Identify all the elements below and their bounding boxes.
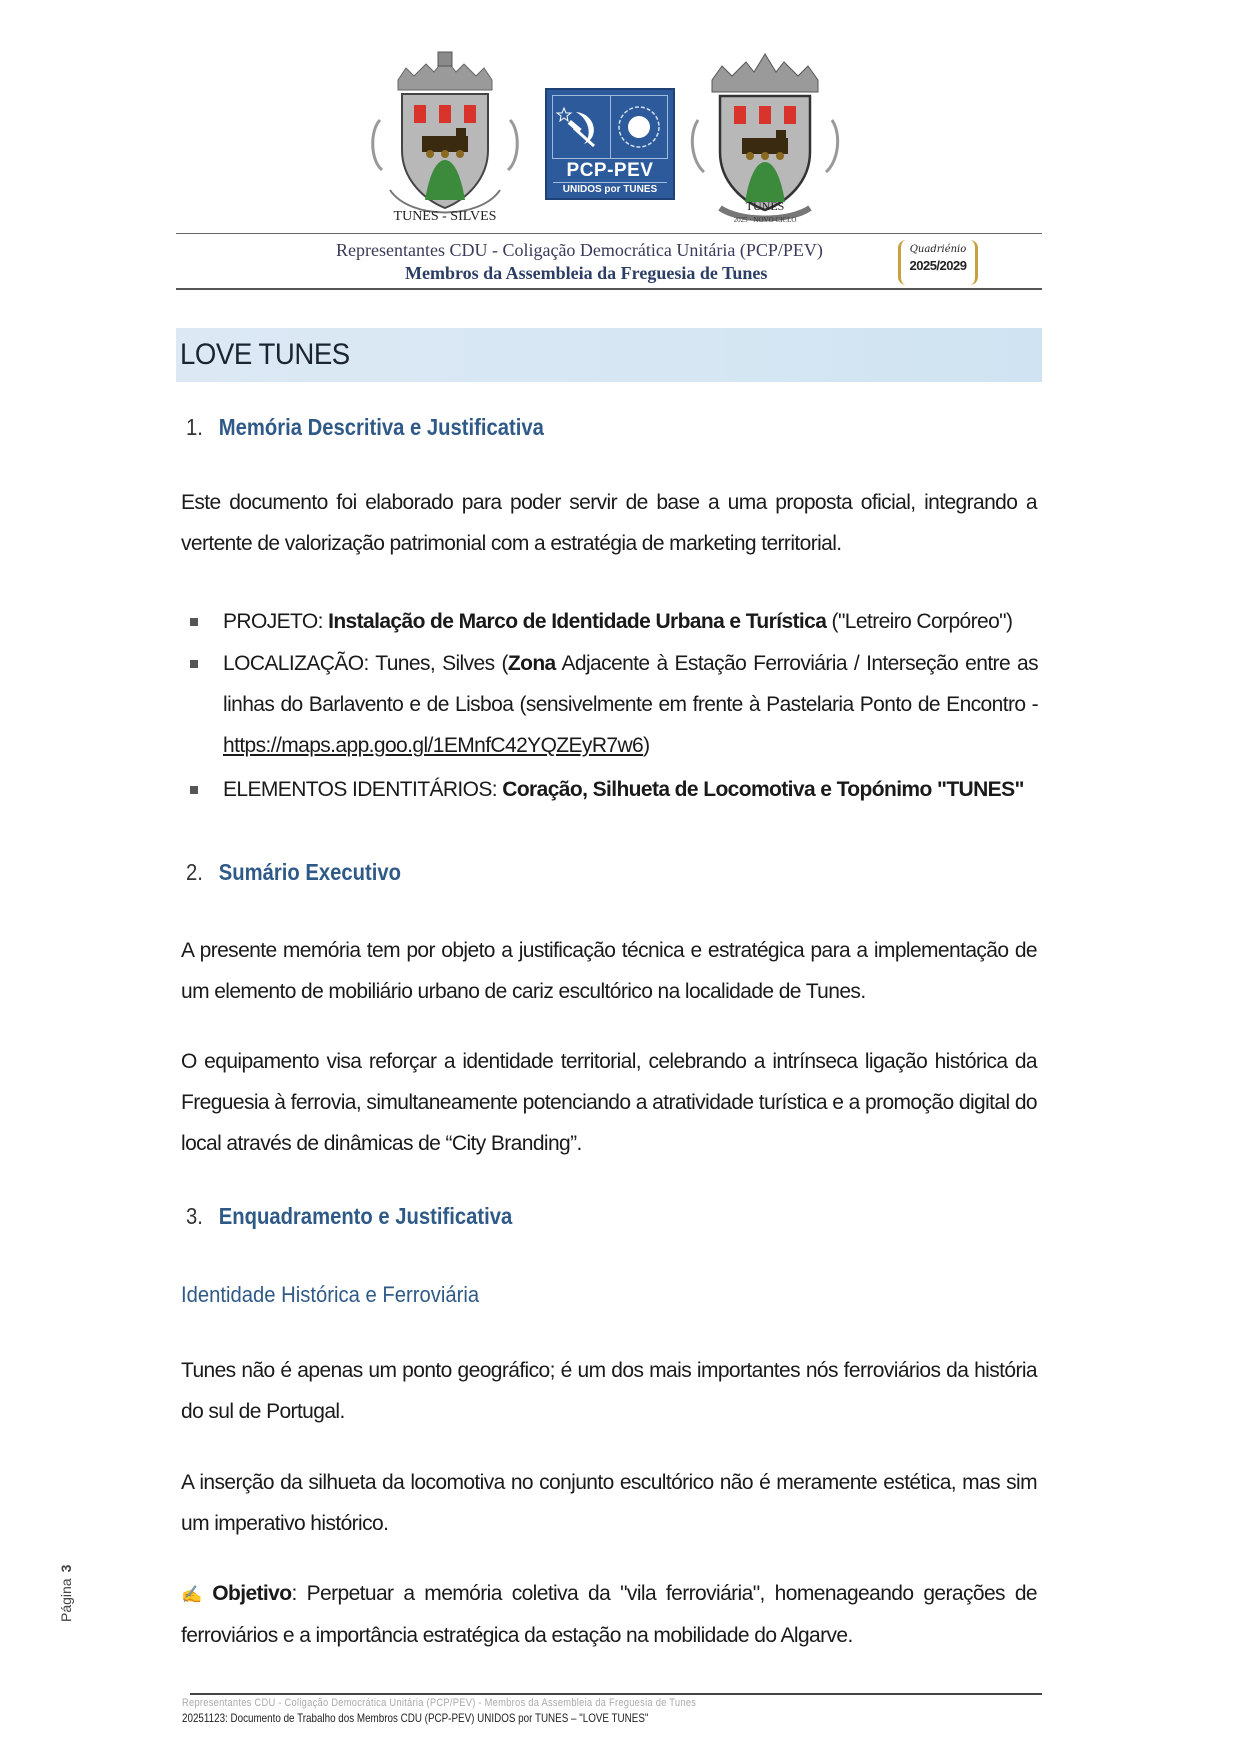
objective-text: : Perpetuar a memória coletiva da "vila ferroviária", homenageando gerações de ferroviários e a importância estratégica da estação na mobilidade do Algarve. bbox=[181, 1582, 1037, 1647]
bullet-elements bbox=[223, 769, 1038, 810]
section-3-paragraph-1 bbox=[181, 1350, 1037, 1432]
page-label: Página bbox=[58, 1578, 74, 1622]
quadrennium-badge bbox=[898, 240, 978, 285]
bullet-label: PROJETO: bbox=[223, 610, 329, 633]
subheading-historical-identity: Identidade Histórica e Ferroviária bbox=[181, 1282, 480, 1307]
section-3-heading bbox=[186, 1203, 512, 1230]
section-title: Enquadramento e Justificativa bbox=[218, 1203, 513, 1229]
left-crest-label: TUNES - SILVES bbox=[393, 209, 497, 224]
header-line-1: Representantes CDU - Coligação Democrática Unitária (PCP/PEV) bbox=[336, 240, 823, 260]
section-2-heading bbox=[186, 859, 401, 886]
right-crest-ribbon: 2025 · NOVO CICLO bbox=[733, 216, 797, 224]
hammer-sickle-icon bbox=[556, 102, 606, 152]
bullet-project bbox=[223, 601, 1038, 642]
section-2-paragraph-1 bbox=[181, 930, 1037, 1012]
bullet-icon bbox=[190, 660, 198, 668]
objective-paragraph bbox=[181, 1573, 1037, 1656]
bullet-icon bbox=[190, 786, 198, 794]
section-number: 3. bbox=[186, 1203, 203, 1229]
bullet-label: ELEMENTOS IDENTITÁRIOS: bbox=[223, 778, 503, 801]
paragraph-text: Tunes não é apenas um ponto geográfico; é um dos mais importantes nós ferroviários da história do sul de Portugal. bbox=[181, 1359, 1037, 1423]
sunflower-icon bbox=[614, 102, 664, 152]
hand-writing-icon: ✍ bbox=[181, 1585, 207, 1604]
title-banner bbox=[176, 328, 1042, 382]
page-number: 3 bbox=[58, 1564, 74, 1573]
document-title: LOVE TUNES bbox=[180, 338, 350, 371]
bullet-icon bbox=[190, 618, 198, 626]
tunes-silves-crest-logo bbox=[370, 50, 520, 225]
header-line-2: Membros da Assembleia da Freguesia de Tunes bbox=[405, 263, 768, 283]
bullet-location bbox=[223, 643, 1038, 766]
section-1-intro bbox=[181, 482, 1037, 564]
bullet-bold: Zona bbox=[507, 652, 556, 675]
bullet-label: LOCALIZAÇÃO: Tunes, Silves ( bbox=[223, 652, 508, 675]
section-number: 2. bbox=[186, 859, 203, 885]
footer-line-1: Representantes CDU - Coligação Democrática Unitária (PCP/PEV) - Membros da Assembleia da Freguesia de Tunes bbox=[182, 1697, 697, 1709]
section-title: Sumário Executivo bbox=[218, 859, 401, 885]
section-1-heading bbox=[186, 414, 544, 441]
quadrennium-label: Quadriénio bbox=[909, 244, 967, 255]
quadrennium-years: 2025/2029 bbox=[909, 258, 967, 273]
pcp-pev-logo bbox=[545, 88, 675, 200]
maps-link[interactable]: https://maps.app.goo.gl/1EMnfC42YQZEyR7w6 bbox=[223, 734, 644, 757]
footer-rule bbox=[190, 1693, 1042, 1695]
page-indicator bbox=[58, 1565, 74, 1622]
paragraph-text: O equipamento visa reforçar a identidade territorial, celebrando a intrínseca ligação histórica da Freguesia à ferrovia, simultaneamente potenciando a atratividade turística e a promoção digital do local através de dinâmicas de “City Branding”. bbox=[181, 1050, 1037, 1155]
section-3-paragraph-2 bbox=[181, 1462, 1037, 1544]
bullet-bold: Coração, Silhueta de Locomotiva e Topónimo "TUNES" bbox=[502, 778, 1024, 801]
header-top-rule bbox=[176, 233, 1042, 234]
bullet-rest: Adjacente à Estação Ferroviária / Interseção entre as linhas do Barlavento e de Lisboa (sensivelmente em frente à Pastelaria Ponto de Encontro - bbox=[223, 652, 1038, 716]
header-bottom-rule bbox=[176, 288, 1042, 290]
paragraph-text: A inserção da silhueta da locomotiva no conjunto escultórico não é meramente estética, mas sim um imperativo histórico. bbox=[181, 1471, 1037, 1535]
section-2-paragraph-2 bbox=[181, 1041, 1037, 1164]
footer-line-2: 20251123: Documento de Trabalho dos Membros CDU (PCP-PEV) UNIDOS por TUNES – "LOVE TUNES" bbox=[182, 1711, 649, 1725]
intro-text: Este documento foi elaborado para poder servir de base a uma proposta oficial, integrando a vertente de valorização patrimonial com a estratégia de marketing territorial. bbox=[181, 491, 1037, 555]
tunes-crest-logo bbox=[690, 50, 840, 225]
section-number: 1. bbox=[186, 414, 203, 440]
bullet-rest: ("Letreiro Corpóreo") bbox=[826, 610, 1013, 633]
logo-title: PCP-PEV bbox=[566, 160, 654, 181]
right-crest-label: TUNES bbox=[745, 199, 785, 213]
objective-label: Objetivo bbox=[212, 1582, 292, 1605]
section-title: Memória Descritiva e Justificativa bbox=[218, 414, 544, 440]
logo-subtitle: UNIDOS por TUNES bbox=[553, 182, 667, 195]
bullet-after: ) bbox=[643, 734, 650, 757]
bullet-bold: Instalação de Marco de Identidade Urbana e Turística bbox=[328, 610, 827, 633]
paragraph-text: A presente memória tem por objeto a justificação técnica e estratégica para a implementação de um elemento de mobiliário urbano de cariz escultórico na localidade de Tunes. bbox=[181, 939, 1037, 1003]
